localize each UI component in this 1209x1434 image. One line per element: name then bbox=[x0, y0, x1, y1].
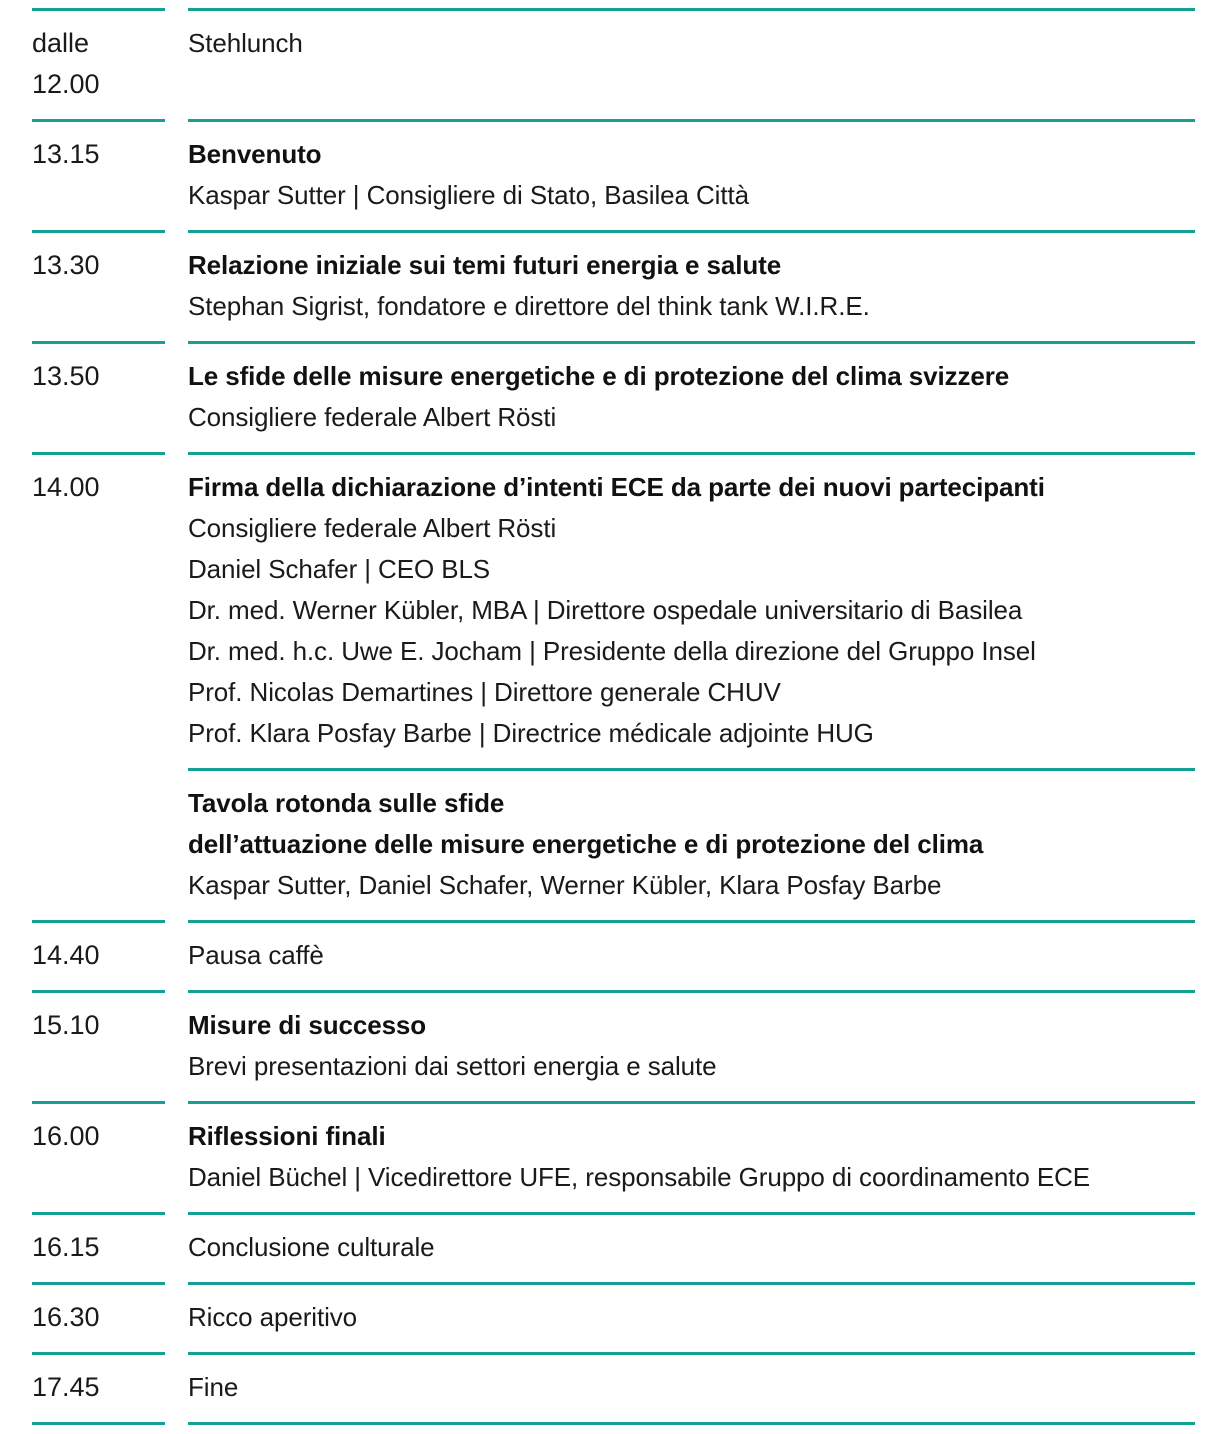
agenda-row-detail: Dr. med. h.c. Uwe E. Jocham | Presidente della direzione del Gruppo Insel bbox=[188, 636, 1036, 666]
agenda-row bbox=[32, 1355, 1195, 1422]
agenda-row-content bbox=[165, 1104, 1195, 1212]
time-value: 14.40 bbox=[32, 940, 100, 970]
agenda-row-time bbox=[32, 1215, 165, 1282]
subblock-title-line1: Tavola rotonda sulle sfide bbox=[188, 788, 505, 818]
agenda-row bbox=[32, 1104, 1195, 1212]
agenda-row bbox=[32, 923, 1195, 990]
agenda-row-content bbox=[165, 233, 1195, 341]
agenda-row-content bbox=[165, 1285, 1195, 1352]
divider-content-segment bbox=[188, 1422, 1195, 1425]
agenda-row-content bbox=[165, 344, 1195, 452]
agenda-row-time bbox=[32, 233, 165, 300]
agenda-row-detail: Daniel Schafer | CEO BLS bbox=[188, 554, 491, 584]
agenda-row bbox=[32, 993, 1195, 1101]
time-value: 16.30 bbox=[32, 1302, 100, 1332]
time-value-line2: 12.00 bbox=[32, 69, 100, 99]
agenda-row-content bbox=[165, 122, 1195, 230]
agenda-row-detail: Consigliere federale Albert Rösti bbox=[188, 402, 557, 432]
agenda-row-detail: Prof. Klara Posfay Barbe | Directrice médicale adjointe HUG bbox=[188, 718, 874, 748]
divider-time-spacer bbox=[32, 768, 165, 771]
agenda-row-content bbox=[165, 993, 1195, 1101]
time-value: 15.10 bbox=[32, 1010, 100, 1040]
subblock-detail: Kaspar Sutter, Daniel Schafer, Werner Kübler, Klara Posfay Barbe bbox=[188, 870, 942, 900]
agenda-row-content bbox=[165, 455, 1195, 768]
agenda-row-title: Benvenuto bbox=[188, 139, 322, 169]
agenda-row-detail: Stehlunch bbox=[188, 28, 303, 58]
agenda-row-detail: Prof. Nicolas Demartines | Direttore generale CHUV bbox=[188, 677, 781, 707]
time-value-line1: dalle bbox=[32, 28, 90, 58]
time-value: 13.50 bbox=[32, 361, 100, 391]
agenda-row-time bbox=[32, 122, 165, 189]
agenda-row bbox=[32, 233, 1195, 341]
agenda-row-title: Riflessioni finali bbox=[188, 1121, 386, 1151]
time-value: 16.15 bbox=[32, 1232, 100, 1262]
agenda-row-time bbox=[32, 923, 165, 990]
subblock-title-line2: dell’attuazione delle misure energetiche e di protezione del clima bbox=[188, 829, 984, 859]
agenda-row-time bbox=[32, 455, 165, 508]
agenda-row-detail: Stephan Sigrist, fondatore e direttore del think tank W.I.R.E. bbox=[188, 291, 870, 321]
agenda-row-time bbox=[32, 1104, 165, 1171]
agenda-row-time bbox=[32, 344, 165, 411]
agenda-row-time bbox=[32, 11, 165, 119]
agenda-row-content bbox=[165, 11, 1195, 78]
agenda-row-detail: Conclusione culturale bbox=[188, 1232, 435, 1262]
agenda-row-detail: Consigliere federale Albert Rösti bbox=[188, 513, 557, 543]
agenda-subblock-content bbox=[165, 771, 1195, 920]
agenda-row-detail: Kaspar Sutter | Consigliere di Stato, Basilea Città bbox=[188, 180, 749, 210]
agenda-subblock-row bbox=[32, 771, 1195, 920]
agenda-row-content bbox=[165, 1215, 1195, 1282]
agenda-row-time bbox=[32, 1355, 165, 1422]
agenda-row bbox=[32, 1285, 1195, 1352]
agenda-row-title: Le sfide delle misure energetiche e di protezione del clima svizzere bbox=[188, 361, 1010, 391]
time-value: 17.45 bbox=[32, 1372, 100, 1402]
agenda-row-detail: Fine bbox=[188, 1372, 239, 1402]
agenda-row bbox=[32, 11, 1195, 119]
time-value: 13.15 bbox=[32, 139, 100, 169]
agenda-row-content bbox=[165, 923, 1195, 990]
agenda-row-content bbox=[165, 1355, 1195, 1422]
agenda-row bbox=[32, 344, 1195, 452]
agenda-row-detail: Pausa caffè bbox=[188, 940, 324, 970]
agenda-row-title: Misure di successo bbox=[188, 1010, 427, 1040]
agenda-row-detail: Brevi presentazioni dai settori energia e salute bbox=[188, 1051, 717, 1081]
agenda-row bbox=[32, 122, 1195, 230]
agenda-row-detail: Ricco aperitivo bbox=[188, 1302, 358, 1332]
time-value: 16.00 bbox=[32, 1121, 100, 1151]
agenda-row-title: Firma della dichiarazione d’intenti ECE da parte dei nuovi partecipanti bbox=[188, 472, 1045, 502]
time-value: 13.30 bbox=[32, 250, 100, 280]
agenda-row bbox=[32, 455, 1195, 768]
agenda-table bbox=[32, 8, 1195, 1425]
agenda-row bbox=[32, 1215, 1195, 1282]
agenda-row-time bbox=[32, 993, 165, 1060]
agenda-row-title: Relazione iniziale sui temi futuri energia e salute bbox=[188, 250, 782, 280]
time-value bbox=[32, 23, 145, 105]
agenda-row-detail: Daniel Büchel | Vicedirettore UFE, responsabile Gruppo di coordinamento ECE bbox=[188, 1162, 1091, 1192]
agenda-row-time bbox=[32, 1285, 165, 1352]
agenda-row-detail: Dr. med. Werner Kübler, MBA | Direttore ospedale universitario di Basilea bbox=[188, 595, 1023, 625]
divider-time-segment bbox=[32, 1422, 165, 1425]
time-value: 14.00 bbox=[32, 472, 100, 502]
table-bottom-divider bbox=[32, 1422, 1195, 1425]
